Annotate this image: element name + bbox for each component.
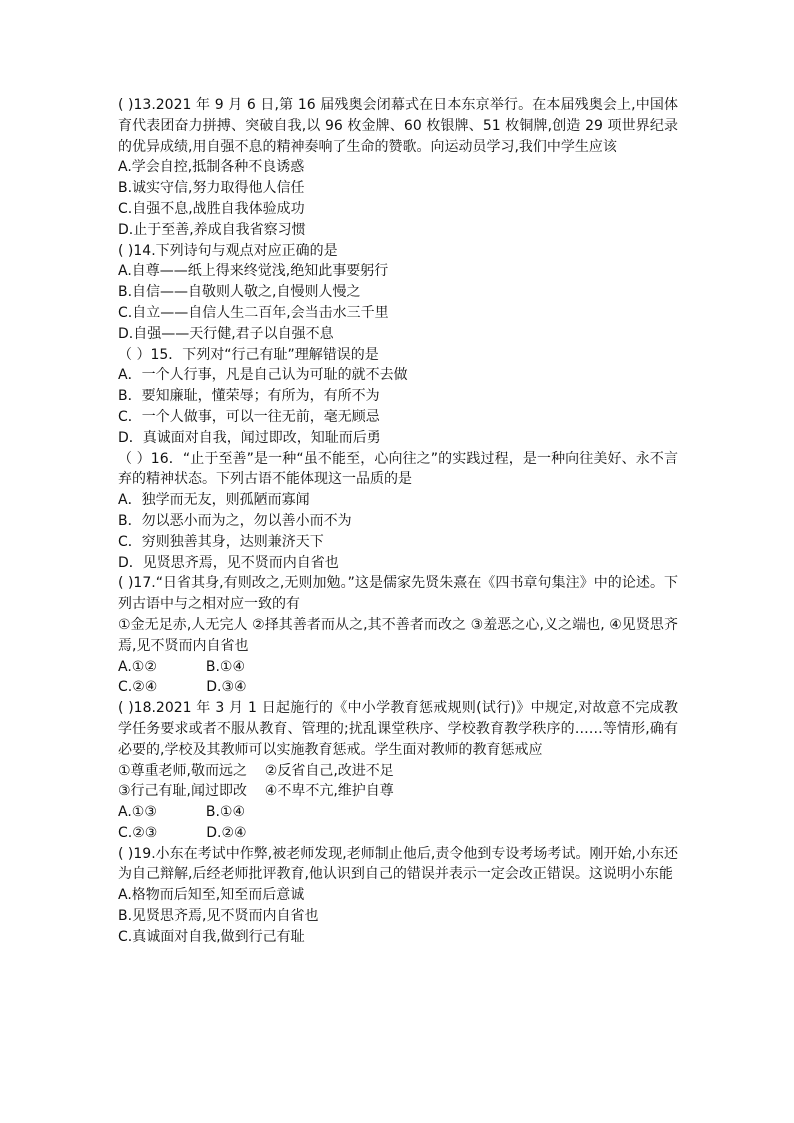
option-c: C．一个人做事，可以一往无前，毫无顾忌 [118, 408, 380, 425]
question-stem: （ ）16．“止于至善”是一种“虽不能至，心向往之”的实践过程，是一种向往美好、永不言弃的精神状态。下列古语不能体现这一品质的是 [118, 450, 678, 488]
option-d: D．真诚面对自我，闻过即改，知耻而后勇 [118, 429, 381, 446]
option-b: B．要知廉耻，懂荣辱；有所为，有所不为 [118, 388, 380, 405]
statement-row: ③行己有耻,闻过即改 ④不卑不亢,维护自尊 [118, 783, 394, 800]
question-16 [118, 449, 678, 574]
option-d: D.自强——天行健,君子以自强不息 [118, 325, 334, 342]
question-19 [118, 844, 678, 948]
option-b: B.自信——自敬则人敬之,自慢则人慢之 [118, 284, 361, 301]
option-b: B．勿以恶小而为之，勿以善小而不为 [118, 512, 352, 529]
question-stem: ( )17.“日省其身,有则改之,无则加勉。”这是儒家先贤朱熹在《四书章句集注》中的论述。下列古语中与之相对应一致的有 [118, 575, 678, 613]
option-a: A.学会自控,抵制各种不良诱惑 [118, 159, 305, 176]
question-stem: （ ）15．下列对“行己有耻”理解错误的是 [118, 346, 379, 363]
statement-row: ①尊重老师,敬而远之 ②反省自己,改进不足 [118, 762, 394, 779]
question-18 [118, 698, 678, 844]
option-a: A．独学而无友，则孤陋而寡闻 [118, 492, 310, 509]
question-list [118, 95, 678, 948]
option-c: C.自立——自信人生二百年,会当击水三千里 [118, 304, 389, 321]
option-c: C.真诚面对自我,做到行己有耻 [118, 928, 305, 945]
choice-row: C.②③ D.②④ [118, 824, 247, 841]
question-stem: ( )19.小东在考试中作弊,被老师发现,老师制止他后,责令他到专设考场考试。刚开始,小东还为自己辩解,后经老师批评教育,他认识到自己的错误并表示一定会改正错误。这说明小东能 [118, 845, 678, 883]
option-b: B.诚实守信,努力取得他人信任 [118, 180, 305, 197]
option-c: C.自强不息,战胜自我体验成功 [118, 200, 305, 217]
option-a: A.格物而后知至,知至而后意诚 [118, 887, 305, 904]
question-stem: ( )18.2021 年 3 月 1 日起施行的《中小学教育惩戒规则(试行)》中规定,对故意不完成教学任务要求或者不服从教育、管理的;扰乱课堂秩序、学校教育教学秩序的……等情形,确有必要的,学校及其教师可以实施教育惩戒。学生面对教师的教育惩戒应 [118, 700, 678, 758]
question-17 [118, 573, 678, 698]
question-14 [118, 241, 678, 345]
choice-row: A.①② B.①④ [118, 658, 245, 675]
choice-row: C.②④ D.③④ [118, 679, 247, 696]
option-a: A.自尊——纸上得来终觉浅,绝知此事要躬行 [118, 263, 389, 280]
option-a: A．一个人行事，凡是自己认为可耻的就不去做 [118, 367, 408, 384]
option-c: C．穷则独善其身，达则兼济天下 [118, 533, 324, 550]
question-13 [118, 95, 678, 241]
option-b: B.见贤思齐焉,见不贤而内自省也 [118, 908, 319, 925]
choice-row: A.①③ B.①④ [118, 804, 245, 821]
option-d: D．见贤思齐焉，见不贤而内自省也 [118, 554, 339, 571]
question-15 [118, 345, 678, 449]
question-stem: ( )14.下列诗句与观点对应正确的是 [118, 242, 338, 259]
question-stem: ( )13.2021 年 9 月 6 日,第 16 届残奥会闭幕式在日本东京举行。在本届残奥会上,中国体育代表团奋力拼搏、突破自我,以 96 枚金牌、60 枚银牌、51 枚铜牌,创造 29 项世界纪录的优异成绩,用自强不息的精神奏响了生命的赞歌。向运动员学习,我们中学生应该 [118, 97, 678, 155]
option-d: D.止于至善,养成自我省察习惯 [118, 221, 306, 238]
statement-list: ①金无足赤,人无完人 ②择其善者而从之,其不善者而改之 ③羞恶之心,义之端也, ④见贤思齐焉,见不贤而内自省也 [118, 616, 678, 654]
